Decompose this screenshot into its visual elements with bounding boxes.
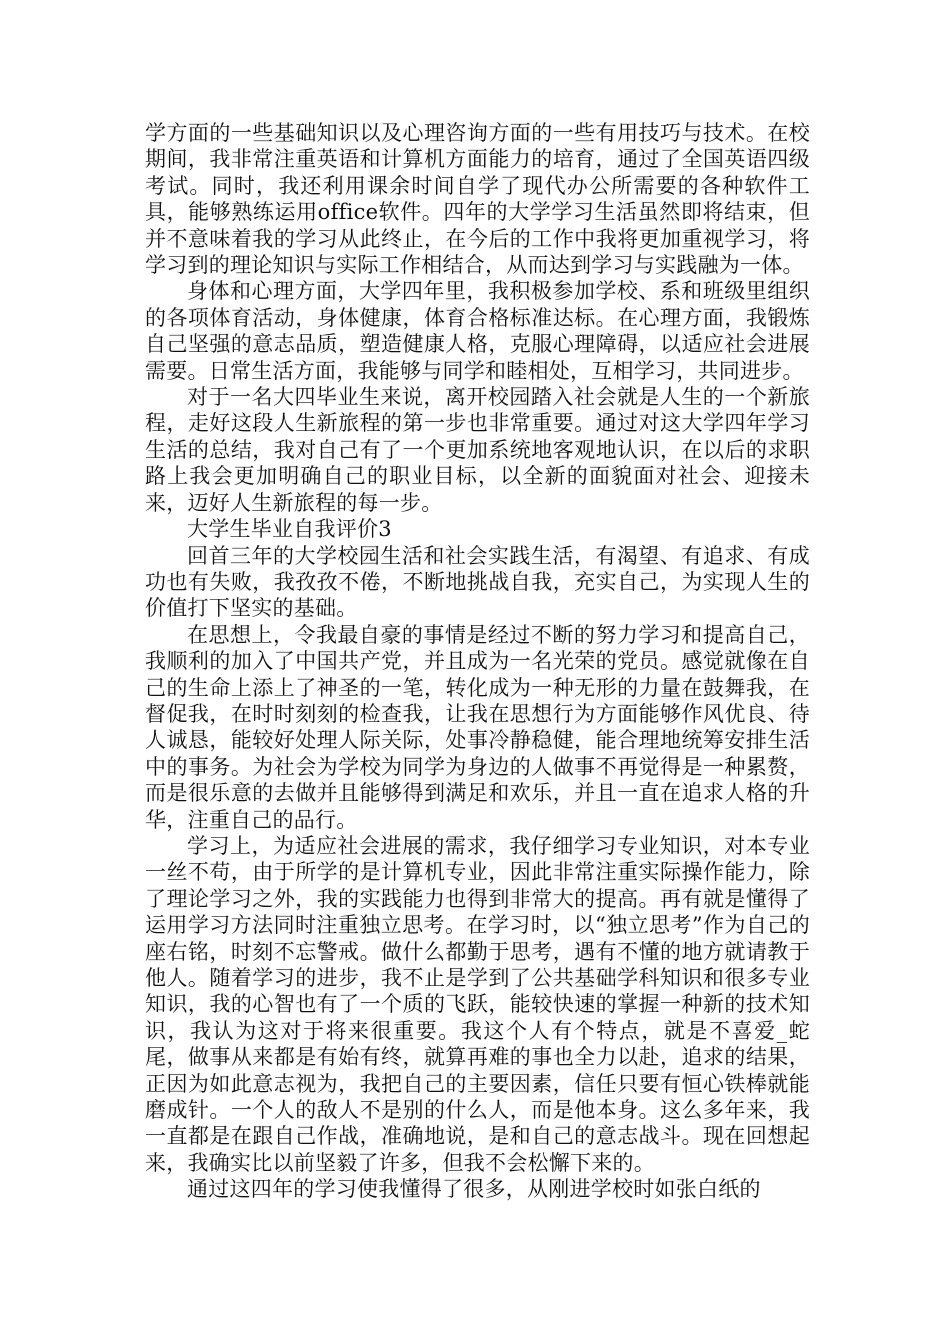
paragraph-four-years: 通过这四年的学习使我懂得了很多，从刚进学校时如张白纸的 [187, 1177, 761, 1202]
paragraph-study-continued: 学方面的一些基础知识以及心理咨询方面的一些有用技巧与技术。在校期间，我非常注重英语和计算机方面能力的培育，通过了全国英语四级考试。同时，我还利用课余时间自学了现代办公所需要的各种软件工具，能够熟练运用office软件。四年的大学学习生活虽然即将结束，但并不意味着我的学习从此终止，在今后的工作中我将更加重视学习，将学习到的理论知识与实际工作相结合，从而达到学习与实践融为一体。 [145, 121, 810, 278]
section-heading: 大学生毕业自我评价3 [187, 517, 392, 542]
paragraph-ideology: 在思想上，令我最自豪的事情是经过不断的努力学习和提高自己，我顺利的加入了中国共产党，并且成为一名光荣的党员。感觉就像在自己的生命上添上了神圣的一笔，转化成为一种无形的力量在鼓舞我，在督促我，在时时刻刻的检查我，让我在思想行为方面能够作风优良、待人诚恳，能较好处理人际关际，处事冷静稳健，能合理地统筹安排生活中的事务。为社会为学校为同学为身边的人做事不再觉得是一种累赘，而是很乐意的去做并且能够得到满足和欢乐，并且一直在追求人格的升华，注重自己的品行。 [145, 622, 810, 832]
paragraph-looking-back: 回首三年的大学校园生活和社会实践生活，有渴望、有追求、有成功也有失败，我孜孜不倦，不断地挑战自我，充实自己，为实现人生的价值打下坚实的基础。 [145, 543, 810, 621]
paragraph-body-mind: 身体和心理方面，大学四年里，我积极参加学校、系和班级里组织的各项体育活动，身体健康，体育合格标准达标。在心理方面，我锻炼自己坚强的意志品质，塑造健康人格，克服心理障碍，以适应社会进展需要。日常生活方面，我能够与同学和睦相处，互相学习，共同进步。 [145, 279, 810, 383]
paragraph-study: 学习上，为适应社会进展的需求，我仔细学习专业知识，对本专业一丝不苟，由于所学的是计算机专业，因此非常注重实际操作能力，除了理论学习之外，我的实践能力也得到非常大的提高。再有就是懂得了运用学习方法同时注重独立思考。在学习时，以“独立思考”作为自己的座右铭，时刻不忘警戒。做什么都勤于思考，遇有不懂的地方就请教于他人。随着学习的进步，我不止是学到了公共基础学科知识和很多专业知识，我的心智也有了一个质的飞跃，能较快速的掌握一种新的技术知识，我认为这对于将来很重要。我这个人有个特点，就是不喜爱_蛇尾，做事从来都是有始有终，就算再难的事也全力以赴，追求的结果，正因为如此意志视为，我把自己的主要因素，信任只要有恒心铁棒就能磨成针。一个人的敌人不是别的什么人，而是他本身。这么多年来，我一直都是在跟自己作战，准确地说，是和自己的意志战斗。现在回想起来，我确实比以前坚毅了许多，但我不会松懈下来的。 [145, 833, 810, 1175]
document-page [145, 120, 810, 1203]
paragraph-graduate-journey: 对于一名大四毕业生来说，离开校园踏入社会就是人生的一个新旅程，走好这段人生新旅程的第一步也非常重要。通过对这大学四年学习生活的总结，我对自己有了一个更加系统地客观地认识，在以后的求职路上我会更加明确自己的职业目标，以全新的面貌面对社会、迎接未来，迈好人生新旅程的每一步。 [145, 385, 810, 515]
